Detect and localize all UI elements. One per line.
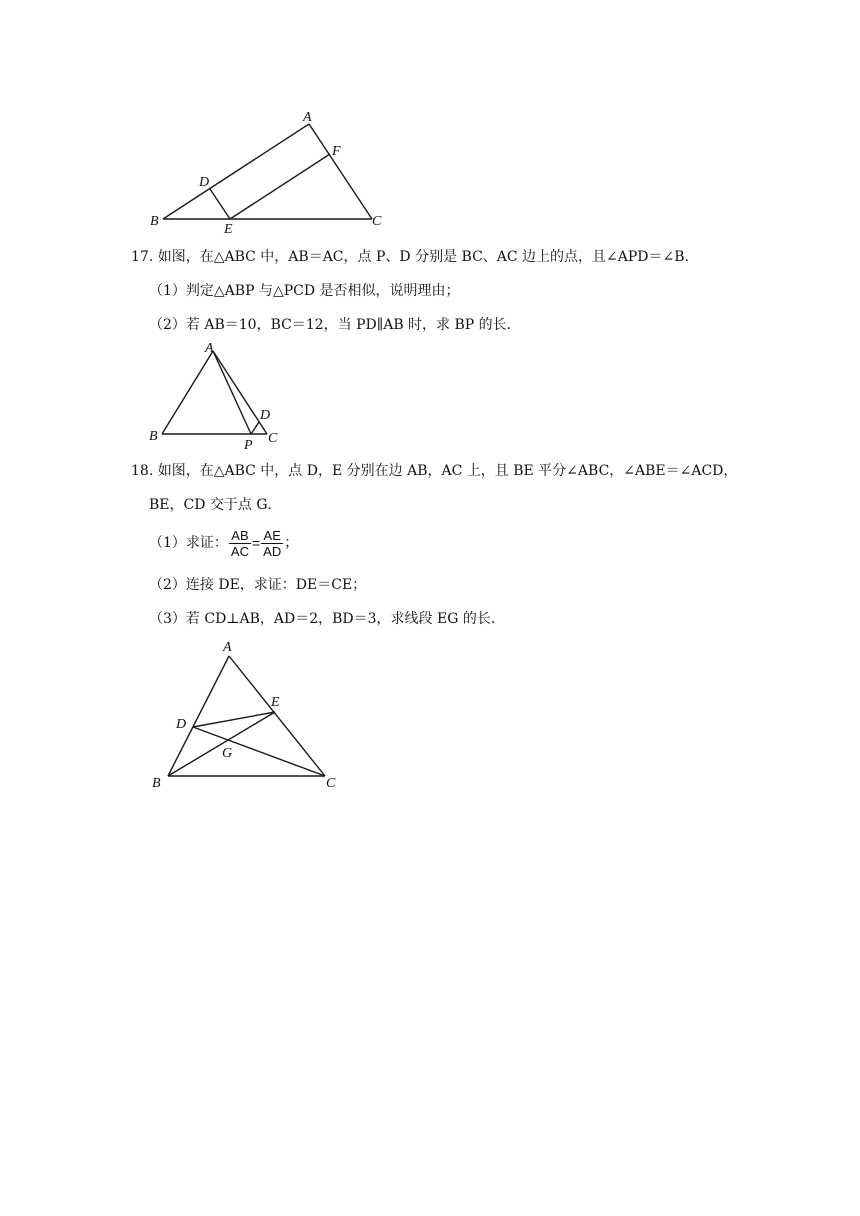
triangle-diagram-q18	[145, 633, 355, 793]
label-c: C	[268, 431, 278, 446]
label-b: B	[149, 429, 158, 444]
q18-stem-line1: 18. 如图，在△ABC 中，点 D，E 分别在边 AB，AC 上，且 BE 平分∠ABC，∠ABE＝∠ACD，	[131, 463, 738, 479]
triangle-diagram-q16	[140, 105, 400, 235]
segment-de	[210, 189, 230, 219]
label-a: A	[303, 110, 312, 125]
figure-q17	[145, 338, 295, 453]
segment-ac	[309, 124, 372, 219]
segment-ba	[163, 124, 309, 219]
segment-ap	[213, 351, 251, 434]
label-c: C	[326, 776, 336, 791]
fraction-ab-ac	[229, 528, 251, 559]
label-b: B	[152, 776, 161, 791]
segment-ba	[162, 351, 213, 434]
q18-part1-prefix: （1）求证：	[149, 535, 228, 551]
label-a: A	[223, 640, 232, 655]
label-d: D	[260, 408, 271, 423]
q17-part2: （2）若 AB＝10，BC＝12，当 PD∥AB 时，求 BP 的长．	[149, 317, 521, 333]
q18-part1-suffix: ；	[284, 535, 299, 551]
label-d: D	[176, 717, 187, 732]
fraction-numerator: AE	[261, 528, 283, 544]
label-e: E	[271, 695, 280, 710]
triangle-diagram-q17	[145, 338, 295, 453]
figure-q16	[140, 105, 400, 235]
q17-part1: （1）判定△ABP 与△PCD 是否相似，说明理由；	[149, 283, 460, 299]
segment-pd	[251, 422, 259, 434]
q17-stem: 17. 如图，在△ABC 中，AB＝AC，点 P、D 分别是 BC、AC 边上的点，且∠APD＝∠B．	[131, 249, 699, 265]
fraction-denominator: AC	[230, 543, 249, 559]
label-b: B	[150, 214, 159, 229]
fraction-denominator: AD	[263, 543, 282, 559]
equals-sign: =	[251, 535, 261, 551]
segment-ef	[230, 154, 330, 219]
label-e: E	[224, 222, 233, 237]
label-p: P	[244, 438, 253, 453]
fraction-numerator: AB	[229, 528, 251, 544]
label-d: D	[199, 175, 210, 190]
q18-stem-line2: BE，CD 交于点 G．	[149, 497, 282, 513]
figure-q18	[145, 633, 355, 793]
label-g: G	[222, 746, 233, 761]
segment-ac	[213, 351, 267, 434]
fraction-ae-ad	[261, 528, 283, 559]
label-c: C	[372, 214, 382, 229]
label-a: A	[205, 341, 214, 356]
q18-part3: （3）若 CD⊥AB，AD＝2，BD＝3，求线段 EG 的长．	[149, 611, 505, 627]
label-f: F	[332, 144, 341, 159]
q18-part2: （2）连接 DE，求证：DE＝CE；	[149, 577, 367, 593]
q18-part1	[149, 526, 298, 560]
